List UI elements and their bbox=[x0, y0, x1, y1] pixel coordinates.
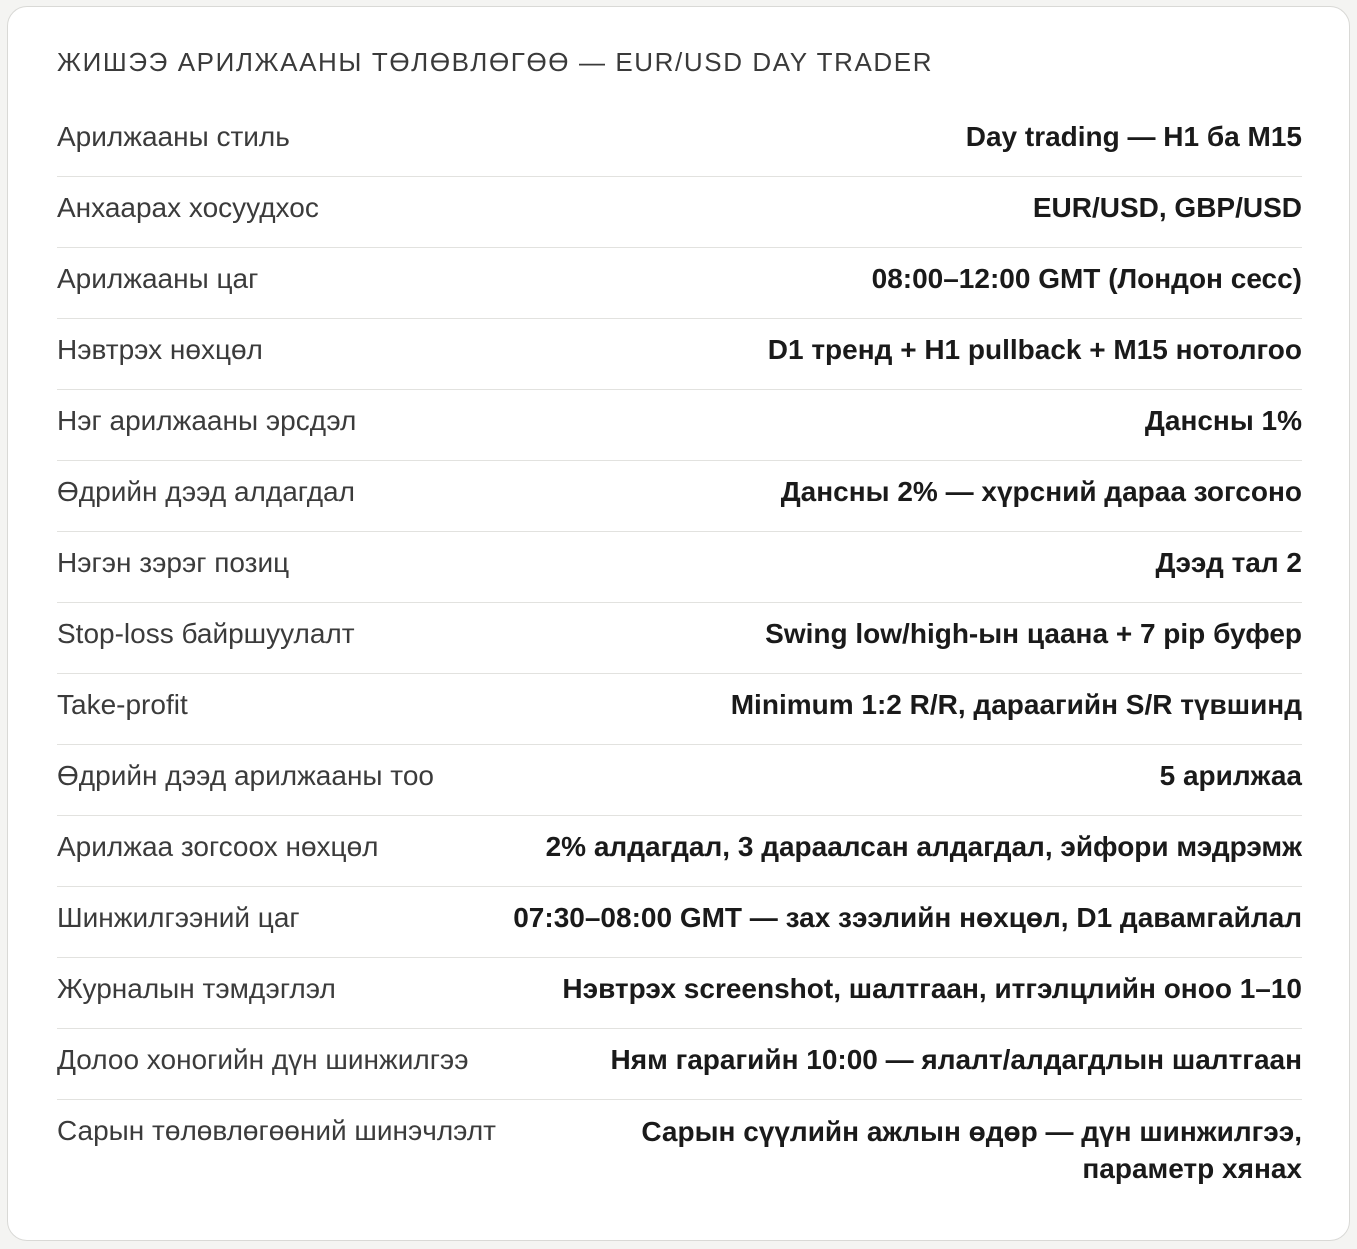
table-row bbox=[57, 1100, 1302, 1190]
table-row bbox=[57, 745, 1302, 816]
table-row bbox=[57, 532, 1302, 603]
row-label: Өдрийн дээд арилжааны тоо bbox=[57, 760, 434, 791]
table-row bbox=[57, 887, 1302, 958]
row-label: Нэг арилжааны эрсдэл bbox=[57, 405, 357, 436]
row-value: 5 арилжаа bbox=[1159, 760, 1302, 791]
row-label: Шинжилгээний цаг bbox=[57, 902, 300, 933]
table-row bbox=[57, 248, 1302, 319]
row-value: EUR/USD, GBP/USD bbox=[1032, 192, 1302, 223]
row-value: Дээд тал 2 bbox=[1155, 547, 1302, 578]
row-label: Арилжааны стиль bbox=[57, 121, 290, 152]
table-row bbox=[57, 958, 1302, 1029]
row-label: Нэгэн зэрэг позиц bbox=[57, 547, 290, 578]
row-value: Minimum 1:2 R/R, дараагийн S/R түвшинд bbox=[730, 689, 1302, 720]
plan-table bbox=[57, 106, 1302, 1190]
table-row bbox=[57, 461, 1302, 532]
row-value: 08:00–12:00 GMT (Лондон сесс) bbox=[871, 263, 1302, 294]
row-value: Дансны 1% bbox=[1144, 405, 1302, 436]
row-value: Сарын сүүлийн ажлын өдөр — дүн шинжилгээ, параметр хянах bbox=[641, 1116, 1302, 1184]
row-label: Арилжаа зогсоох нөхцөл bbox=[57, 831, 379, 862]
row-value: 07:30–08:00 GMT — зах зээлийн нөхцөл, D1 давамгайлал bbox=[513, 902, 1302, 933]
table-row bbox=[57, 603, 1302, 674]
row-value: Day trading — H1 ба M15 bbox=[965, 121, 1302, 152]
row-label: Журналын тэмдэглэл bbox=[57, 973, 336, 1004]
row-label: Сарын төлөвлөгөөний шинэчлэлт bbox=[57, 1115, 496, 1146]
table-row bbox=[57, 106, 1302, 177]
row-label: Анхаарах хосуудхос bbox=[57, 192, 319, 223]
table-row bbox=[57, 1029, 1302, 1100]
table-row bbox=[57, 319, 1302, 390]
table-row bbox=[57, 816, 1302, 887]
row-value: Swing low/high-ын цаана + 7 pip буфер bbox=[765, 618, 1302, 649]
row-value: 2% алдагдал, 3 дараалсан алдагдал, эйфори мэдрэмж bbox=[545, 831, 1302, 862]
trading-plan-card bbox=[7, 6, 1350, 1241]
row-label: Долоо хоногийн дүн шинжилгээ bbox=[57, 1044, 469, 1075]
row-value: D1 тренд + H1 pullback + M15 нотолгоо bbox=[767, 334, 1302, 365]
table-row bbox=[57, 674, 1302, 745]
row-label: Take-profit bbox=[57, 689, 188, 720]
row-label: Нэвтрэх нөхцөл bbox=[57, 334, 263, 365]
row-label: Өдрийн дээд алдагдал bbox=[57, 476, 355, 507]
row-value: Ням гарагийн 10:00 — ялалт/алдагдлын шалтгаан bbox=[610, 1044, 1302, 1075]
table-row bbox=[57, 177, 1302, 248]
card-title: ЖИШЭЭ АРИЛЖААНЫ ТӨЛӨВЛӨГӨӨ — EUR/USD DAY TRADER bbox=[57, 47, 934, 77]
row-value: Нэвтрэх screenshot, шалтгаан, итгэлцлийн оноо 1–10 bbox=[562, 973, 1302, 1004]
row-label: Арилжааны цаг bbox=[57, 263, 259, 294]
row-value: Дансны 2% — хүрсний дараа зогсоно bbox=[780, 476, 1302, 507]
table-row bbox=[57, 390, 1302, 461]
row-label: Stop-loss байршуулалт bbox=[57, 618, 355, 649]
